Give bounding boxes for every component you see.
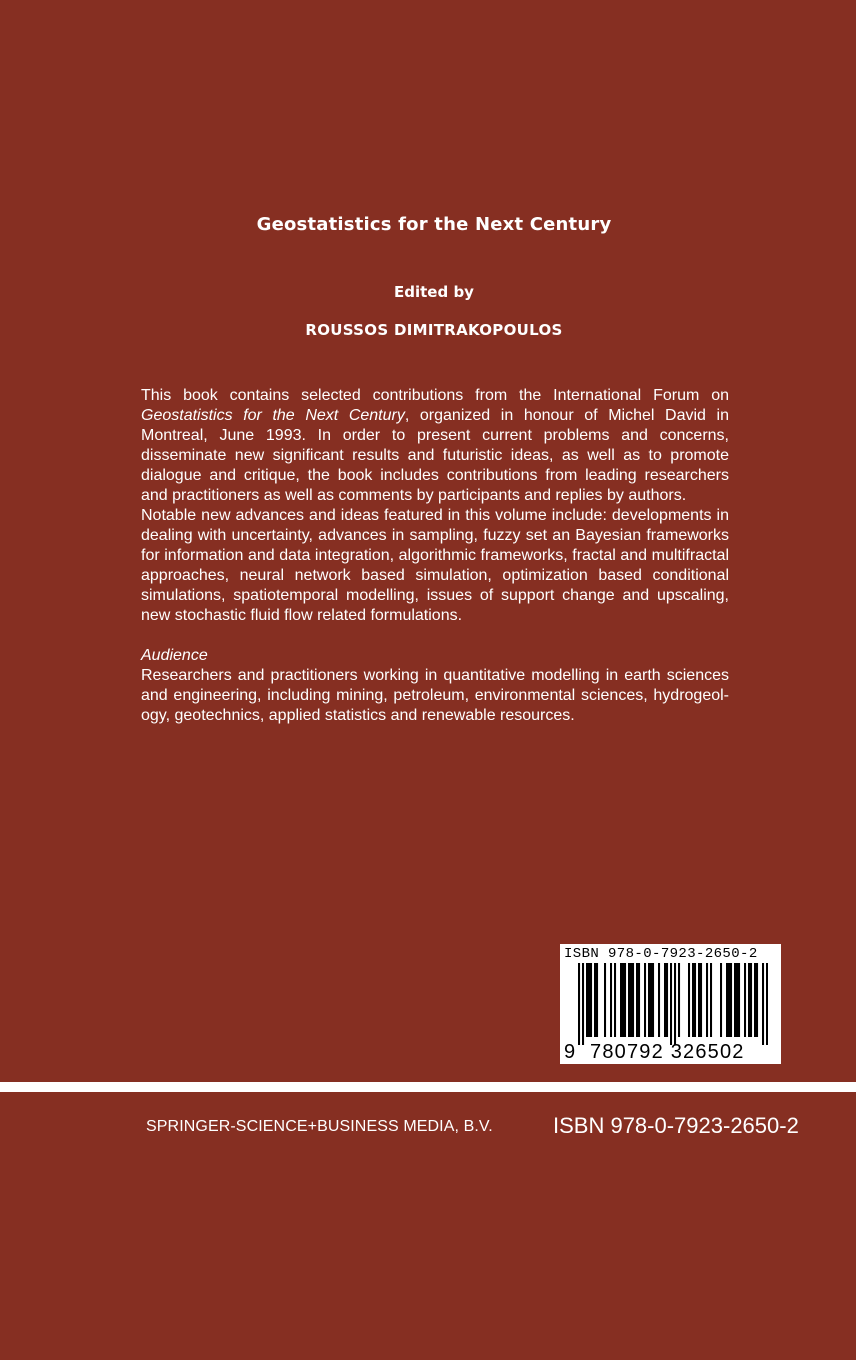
description-p1-end: , organized in honour of Michel David in Montreal, June 1993. In order to present current problems and concerns, disseminate new significant results and futuristic ideas, as well as to promote dialogue and critique, the book includes contributions from leading researchers and practitioners as well as comments by participants and replies by authors.	[141, 407, 730, 504]
barcode-bar	[652, 963, 654, 1037]
barcode-bar	[720, 963, 722, 1037]
barcode-isbn-label: ISBN 978-0-7923-2650-2	[564, 946, 758, 962]
barcode-bar	[596, 963, 598, 1037]
barcode-bar	[624, 963, 626, 1037]
barcode-bar	[588, 963, 590, 1037]
barcode-guard-bar	[766, 963, 768, 1045]
barcode-bar	[750, 963, 752, 1037]
barcode-bar	[694, 963, 696, 1037]
barcode-bar	[678, 963, 680, 1037]
barcode-guard-bar	[674, 963, 676, 1045]
isbn-barcode	[560, 944, 781, 1064]
audience-heading: Audience	[141, 647, 208, 664]
barcode-bar	[730, 963, 732, 1037]
barcode-bar	[698, 963, 700, 1037]
barcode-bar	[644, 963, 646, 1037]
barcode-bar	[744, 963, 746, 1037]
barcode-bar	[728, 963, 730, 1037]
barcode-bar	[734, 963, 736, 1037]
barcode-bar	[614, 963, 616, 1037]
editor-name: ROUSSOS DIMITRAKOPOULOS	[305, 321, 563, 339]
barcode-bar	[638, 963, 640, 1037]
barcode-bar	[756, 963, 758, 1037]
description-block	[141, 386, 729, 726]
barcode-guard-bar	[582, 963, 584, 1045]
barcode-digits: 780792 326502	[590, 1041, 745, 1063]
barcode-bar	[620, 963, 622, 1037]
barcode-bar	[630, 963, 632, 1037]
audience-paragraph: Researchers and practitioners working in quantitative modelling in earth sciences and engineering, including mining, petroleum, environmental sciences, hydrogeology, geotechnics, applied statistics and renewable resources.	[141, 667, 729, 724]
barcode-bar	[726, 963, 728, 1037]
description-paragraph-2: Notable new advances and ideas featured in this volume include: developments in dealing with uncertainty, advances in sampling, fuzzy set an Bayesian frameworks for information and data integration, algorithmic frameworks, fractal and multifractal approaches, neural network based simulation, optimization based conditional simulations, spatiotemporal modelling, issues of support change and upscaling, new stochastic fluid flow related formulations.	[141, 507, 729, 624]
barcode-bar	[650, 963, 652, 1037]
edited-by-label: Edited by	[394, 283, 474, 301]
description-p1-italic-title: Geostatistics for the Next Century	[141, 407, 405, 424]
barcode-guard-bar	[578, 963, 580, 1045]
description-p1-start: This book contains selected contributions from the International Forum on	[141, 387, 729, 404]
book-title: Geostatistics for the Next Century	[256, 214, 612, 235]
barcode-bar	[658, 963, 660, 1037]
footer-isbn: ISBN 978-0-7923-2650-2	[553, 1113, 799, 1138]
barcode-bar	[632, 963, 634, 1037]
barcode-guard-bar	[670, 963, 672, 1045]
description-paragraph-1	[141, 386, 729, 506]
barcode-bar	[736, 963, 738, 1037]
barcode-first-digit: 9	[564, 1041, 576, 1063]
barcode-bar	[628, 963, 630, 1037]
barcode-bar	[604, 963, 606, 1037]
paragraph-spacer	[141, 626, 729, 646]
barcode-bar	[610, 963, 612, 1037]
barcode-bar	[664, 963, 666, 1037]
barcode-bar	[706, 963, 708, 1037]
barcode-bar	[700, 963, 702, 1037]
barcode-bar	[586, 963, 588, 1037]
barcode-bar	[622, 963, 624, 1037]
barcode-guard-bar	[762, 963, 764, 1045]
barcode-bar	[648, 963, 650, 1037]
barcode-bar	[754, 963, 756, 1037]
footer-divider	[0, 1082, 856, 1092]
barcode-bar	[748, 963, 750, 1037]
barcode-bar	[590, 963, 592, 1037]
barcode-bars	[578, 963, 768, 1045]
publisher-name: SPRINGER-SCIENCE+BUSINESS MEDIA, B.V.	[146, 1118, 493, 1135]
barcode-bar	[594, 963, 596, 1037]
barcode-bar	[738, 963, 740, 1037]
barcode-bar	[692, 963, 694, 1037]
barcode-bar	[636, 963, 638, 1037]
barcode-bar	[666, 963, 668, 1037]
barcode-bar	[688, 963, 690, 1037]
barcode-bar	[710, 963, 712, 1037]
